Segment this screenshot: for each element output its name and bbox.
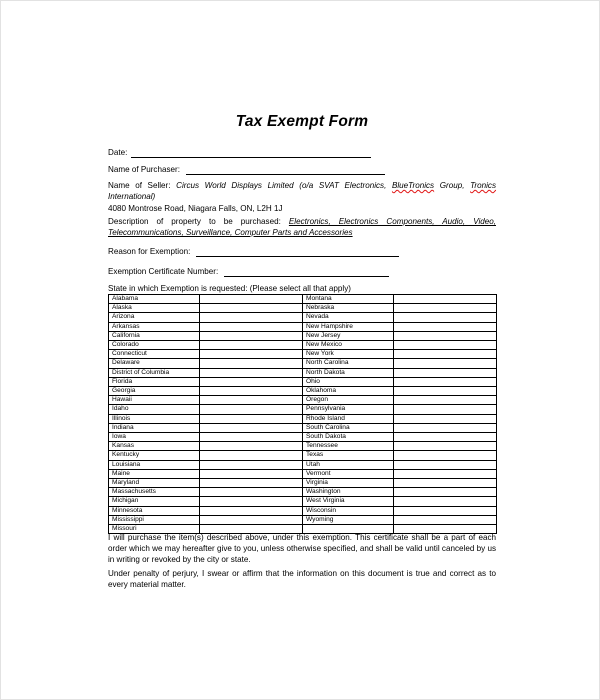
state-checkbox-left[interactable] — [200, 322, 303, 331]
table-row — [109, 341, 497, 350]
state-name-left: Illinois — [109, 414, 200, 423]
state-name-right: Oregon — [303, 396, 394, 405]
date-label: Date: — [108, 148, 128, 157]
reason-label: Reason for Exemption: — [108, 247, 191, 256]
state-selection-table — [108, 294, 497, 534]
state-selection-prompt: State in which Exemption is requested: (Please select all that apply) — [108, 284, 351, 293]
certificate-label: Exemption Certificate Number: — [108, 267, 219, 276]
state-name-left: Louisiana — [109, 460, 200, 469]
state-name-left: District of Columbia — [109, 368, 200, 377]
state-checkbox-right[interactable] — [394, 359, 497, 368]
table-row — [109, 350, 497, 359]
state-checkbox-right[interactable] — [394, 515, 497, 524]
state-checkbox-left[interactable] — [200, 304, 303, 313]
state-name-left: California — [109, 331, 200, 340]
state-checkbox-right[interactable] — [394, 469, 497, 478]
state-checkbox-right[interactable] — [394, 414, 497, 423]
table-row — [109, 506, 497, 515]
state-name-left: Michigan — [109, 497, 200, 506]
state-checkbox-left[interactable] — [200, 451, 303, 460]
state-checkbox-left[interactable] — [200, 488, 303, 497]
state-name-left: Hawaii — [109, 396, 200, 405]
table-row — [109, 368, 497, 377]
state-name-left: Delaware — [109, 359, 200, 368]
table-row — [109, 442, 497, 451]
state-name-right: South Carolina — [303, 423, 394, 432]
state-checkbox-right[interactable] — [394, 423, 497, 432]
state-name-left: Florida — [109, 377, 200, 386]
seller-address: 4080 Montrose Road, Niagara Falls, ON, L2H 1J — [108, 204, 283, 213]
state-checkbox-right[interactable] — [394, 377, 497, 386]
state-checkbox-right[interactable] — [394, 479, 497, 488]
state-checkbox-right[interactable] — [394, 313, 497, 322]
state-name-right: New Mexico — [303, 341, 394, 350]
certificate-input[interactable] — [224, 267, 389, 277]
table-row — [109, 451, 497, 460]
state-name-right: Wyoming — [303, 515, 394, 524]
state-name-right: Virginia — [303, 479, 394, 488]
state-checkbox-right[interactable] — [394, 331, 497, 340]
table-row — [109, 488, 497, 497]
state-name-left: Arizona — [109, 313, 200, 322]
field-purchaser — [108, 164, 496, 175]
state-checkbox-left[interactable] — [200, 469, 303, 478]
state-checkbox-right[interactable] — [394, 433, 497, 442]
state-name-right: Oklahoma — [303, 387, 394, 396]
table-row — [109, 396, 497, 405]
field-date — [108, 147, 496, 158]
state-checkbox-left[interactable] — [200, 497, 303, 506]
state-name-left: Minnesota — [109, 506, 200, 515]
purchaser-input[interactable] — [186, 165, 385, 175]
page-title: Tax Exempt Form — [235, 113, 369, 130]
date-input[interactable] — [131, 148, 371, 158]
state-checkbox-right[interactable] — [394, 295, 497, 304]
state-checkbox-left[interactable] — [200, 515, 303, 524]
state-name-right: Wisconsin — [303, 506, 394, 515]
reason-input[interactable] — [196, 247, 399, 257]
state-checkbox-left[interactable] — [200, 433, 303, 442]
state-name-left: Georgia — [109, 387, 200, 396]
field-reason — [108, 246, 496, 257]
state-name-left: Massachusetts — [109, 488, 200, 497]
state-checkbox-right[interactable] — [394, 405, 497, 414]
state-name-right: West Virginia — [303, 497, 394, 506]
state-checkbox-left[interactable] — [200, 405, 303, 414]
state-checkbox-left[interactable] — [200, 414, 303, 423]
state-checkbox-left[interactable] — [200, 442, 303, 451]
state-checkbox-right[interactable] — [394, 396, 497, 405]
seller-name-part-2: Group, — [439, 181, 465, 190]
state-checkbox-left[interactable] — [200, 460, 303, 469]
table-row — [109, 313, 497, 322]
purchaser-label: Name of Purchaser: — [108, 165, 180, 174]
state-checkbox-right[interactable] — [394, 442, 497, 451]
state-name-right: Nevada — [303, 313, 394, 322]
state-checkbox-left[interactable] — [200, 387, 303, 396]
state-name-left: Mississippi — [109, 515, 200, 524]
state-name-left: Kansas — [109, 442, 200, 451]
perjury-statement: Under penalty of perjury, I swear or affirm that the information on this document is true and correct as to every material matter. — [108, 569, 496, 590]
state-name-left: Alaska — [109, 304, 200, 313]
state-table-body — [109, 295, 497, 534]
state-checkbox-left[interactable] — [200, 506, 303, 515]
table-row — [109, 295, 497, 304]
state-checkbox-right[interactable] — [394, 368, 497, 377]
description-value: Electronics, Electronics Components, Audio, Video, Telecommunications, Surveillance, Computer Parts and Accessories — [108, 217, 496, 237]
state-name-right: Pennsylvania — [303, 405, 394, 414]
state-name-left: Colorado — [109, 341, 200, 350]
state-name-left: Iowa — [109, 433, 200, 442]
table-row — [109, 331, 497, 340]
table-row — [109, 460, 497, 469]
table-row — [109, 377, 497, 386]
state-name-right: Ohio — [303, 377, 394, 386]
state-checkbox-left[interactable] — [200, 350, 303, 359]
seller-name-misspelled-1: BlueTronics — [391, 181, 435, 190]
state-checkbox-left[interactable] — [200, 341, 303, 350]
state-checkbox-right[interactable] — [394, 341, 497, 350]
state-name-left: Idaho — [109, 405, 200, 414]
state-checkbox-right[interactable] — [394, 304, 497, 313]
seller-name-part-1: Circus World Displays Limited (o/a SVAT Electronics, — [176, 181, 387, 190]
state-checkbox-left[interactable] — [200, 359, 303, 368]
state-checkbox-left[interactable] — [200, 377, 303, 386]
state-checkbox-left[interactable] — [200, 423, 303, 432]
state-checkbox-left[interactable] — [200, 331, 303, 340]
state-name-right: Texas — [303, 451, 394, 460]
table-row — [109, 479, 497, 488]
state-checkbox-right[interactable] — [394, 460, 497, 469]
table-row — [109, 497, 497, 506]
state-checkbox-right[interactable] — [394, 506, 497, 515]
state-name-right: Montana — [303, 295, 394, 304]
state-checkbox-right[interactable] — [394, 387, 497, 396]
table-row — [109, 423, 497, 432]
purchase-statement: I will purchase the item(s) described above, under this exemption. This certificate shall be a part of each order which we may hereafter give to you, unless otherwise specified, and shall be valid until canceled by us in writing or revoked by the city or state. — [108, 533, 496, 565]
state-name-left: Missouri — [109, 525, 200, 534]
description-label: Description of property to be purchased: — [108, 217, 281, 226]
state-checkbox-left[interactable] — [200, 295, 303, 304]
state-checkbox-right[interactable] — [394, 322, 497, 331]
table-row — [109, 515, 497, 524]
seller-label: Name of Seller: — [108, 181, 171, 190]
state-name-right: New Jersey — [303, 331, 394, 340]
state-name-right: Tennessee — [303, 442, 394, 451]
table-row — [109, 433, 497, 442]
state-checkbox-left[interactable] — [200, 479, 303, 488]
table-row — [109, 322, 497, 331]
description-block — [108, 217, 496, 238]
state-name-left: Maryland — [109, 479, 200, 488]
state-checkbox-right[interactable] — [394, 350, 497, 359]
seller-name-misspelled-2: Tronics — [470, 181, 497, 190]
table-row — [109, 304, 497, 313]
state-checkbox-right[interactable] — [394, 488, 497, 497]
state-name-right: Utah — [303, 460, 394, 469]
table-row — [109, 387, 497, 396]
table-row — [109, 405, 497, 414]
state-name-right: South Dakota — [303, 433, 394, 442]
state-name-right: New York — [303, 350, 394, 359]
seller-name-part-3: International) — [108, 191, 156, 201]
field-certificate — [108, 266, 496, 277]
state-name-left: Kentucky — [109, 451, 200, 460]
state-checkbox-left[interactable] — [200, 368, 303, 377]
state-name-left: Alabama — [109, 295, 200, 304]
state-name-left: Connecticut — [109, 350, 200, 359]
state-name-right: Rhode Island — [303, 414, 394, 423]
state-name-right: New Hampshire — [303, 322, 394, 331]
state-checkbox-right[interactable] — [394, 451, 497, 460]
state-name-right: North Carolina — [303, 359, 394, 368]
state-checkbox-left[interactable] — [200, 313, 303, 322]
state-name-right: Nebraska — [303, 304, 394, 313]
state-name-right: Washington — [303, 488, 394, 497]
state-name-left: Maine — [109, 469, 200, 478]
table-row — [109, 414, 497, 423]
table-row — [109, 469, 497, 478]
state-name-left: Indiana — [109, 423, 200, 432]
table-row — [109, 359, 497, 368]
state-name-right: Vermont — [303, 469, 394, 478]
state-name-right: North Dakota — [303, 368, 394, 377]
state-name-left: Arkansas — [109, 322, 200, 331]
state-checkbox-right[interactable] — [394, 497, 497, 506]
state-checkbox-left[interactable] — [200, 396, 303, 405]
seller-block — [108, 181, 496, 202]
